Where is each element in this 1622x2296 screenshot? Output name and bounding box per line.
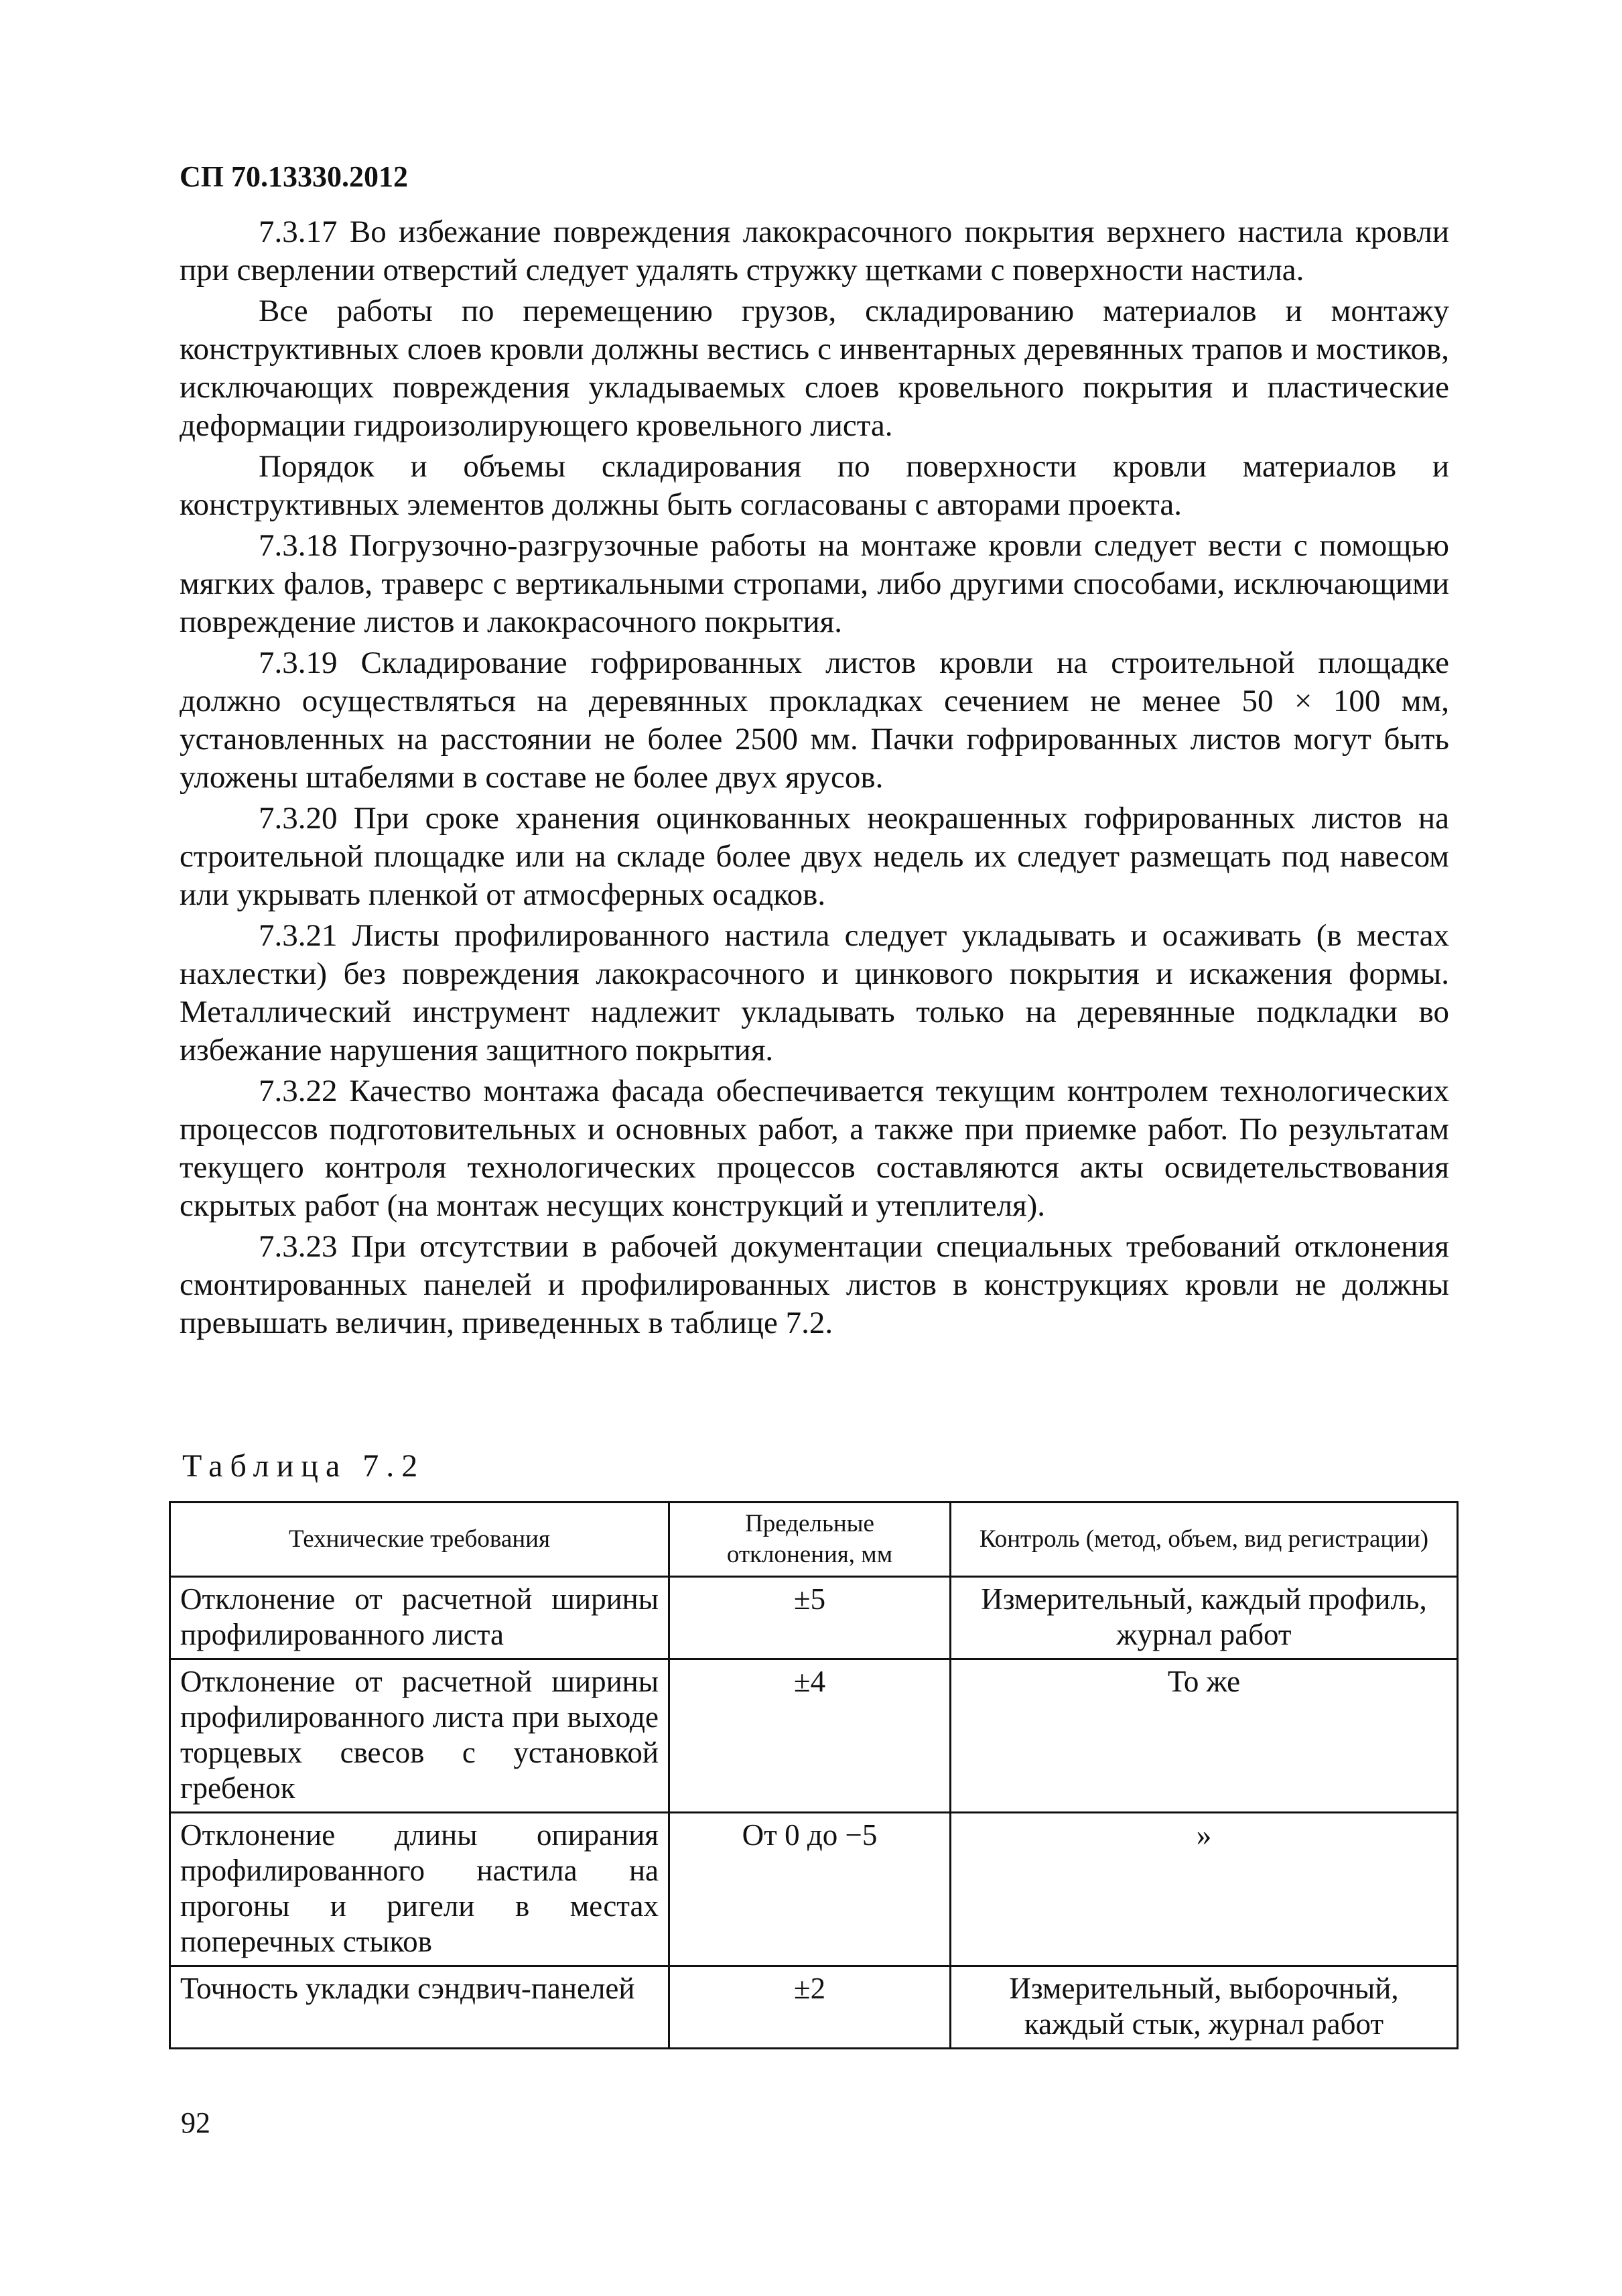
- cell-requirement: Отклонение длины опирания профилированного настила на прогоны и ригели в местах поперечных стыков: [170, 1813, 669, 1966]
- cell-deviation: ±4: [669, 1659, 951, 1813]
- cell-control: Измерительный, выборочный, каждый стык, журнал работ: [951, 1966, 1458, 2049]
- table-caption: Таблица 7.2: [182, 1448, 425, 1484]
- cell-control: То же: [951, 1659, 1458, 1813]
- header-requirements: Технические требования: [170, 1503, 669, 1577]
- cell-control: »: [951, 1813, 1458, 1966]
- cell-requirement: Отклонение от расчетной ширины профилированного листа при выходе торцевых свесов с установкой гребенок: [170, 1659, 669, 1813]
- table-row: [170, 1813, 1458, 1966]
- table-row: [170, 1966, 1458, 2049]
- body-text: [180, 213, 1449, 1345]
- table-header-row: [170, 1503, 1458, 1577]
- cell-deviation: ±2: [669, 1966, 951, 2049]
- cell-control: Измерительный, каждый профиль, журнал работ: [951, 1577, 1458, 1659]
- page-number: 92: [181, 2106, 210, 2139]
- cell-deviation: От 0 до −5: [669, 1813, 951, 1966]
- header-control: Контроль (метод, объем, вид регистрации): [951, 1503, 1458, 1577]
- paragraph-7-3-17: 7.3.17 Во избежание повреждения лакокрасочного покрытия верхнего настила кровли при сверлении отверстий следует удалять стружку щетками с поверхности настила.: [180, 214, 1449, 288]
- paragraph-7-3-23: 7.3.23 При отсутствии в рабочей документации специальных требований отклонения смонтированных панелей и профилированных листов в конструкциях кровли не должны превышать величин, приведенных в таблице 7.2.: [180, 1229, 1449, 1340]
- paragraph-works: Все работы по перемещению грузов, складированию материалов и монтажу конструктивных слоев кровли должны вестись с инвентарных деревянных трапов и мостиков, исключающих повреждения укладываемых слоев кровельного покрытия и пластические деформации гидроизолирующего кровельного листа.: [180, 294, 1449, 443]
- paragraph-7-3-19: 7.3.19 Складирование гофрированных листов кровли на строительной площадке должно осуществляться на деревянных прокладках сечением не менее 50 × 100 мм, установленных на расстоянии не более 2500 мм. Пачки гофрированных листов могут быть уложены штабелями в составе не более двух ярусов.: [180, 645, 1449, 795]
- paragraph-storage-order: Порядок и объемы складирования по поверхности кровли материалов и конструктивных элементов должны быть согласованы с авторами проекта.: [180, 449, 1449, 522]
- paragraph-7-3-22: 7.3.22 Качество монтажа фасада обеспечивается текущим контролем технологических процессов подготовительных и основных работ, а также при приемке работ. По результатам текущего контроля технологических процессов составляются акты освидетельствования скрытых работ (на монтаж несущих конструкций и утеплителя).: [180, 1074, 1449, 1223]
- tolerances-table: [169, 1501, 1459, 2049]
- paragraph-7-3-21: 7.3.21 Листы профилированного настила следует укладывать и осаживать (в местах нахлестки) без повреждения лакокрасочного и цинкового покрытия и искажения формы. Металлический инструмент надлежит укладывать только на деревянные подкладки во избежание нарушения защитного покрытия.: [180, 918, 1449, 1068]
- header-deviations: Предельные отклонения, мм: [669, 1503, 951, 1577]
- table-row: [170, 1577, 1458, 1659]
- paragraph-7-3-18: 7.3.18 Погрузочно-разгрузочные работы на монтаже кровли следует вести с помощью мягких фалов, траверс с вертикальными стропами, либо другими способами, исключающими повреждение листов и лакокрасочного покрытия.: [180, 528, 1449, 639]
- cell-deviation: ±5: [669, 1577, 951, 1659]
- table-row: [170, 1659, 1458, 1813]
- document-code: СП 70.13330.2012: [180, 160, 408, 193]
- cell-requirement: Точность укладки сэндвич-панелей: [170, 1966, 669, 2049]
- cell-requirement: Отклонение от расчетной ширины профилированного листа: [170, 1577, 669, 1659]
- paragraph-7-3-20: 7.3.20 При сроке хранения оцинкованных неокрашенных гофрированных листов на строительной площадке или на складе более двух недель их следует размещать под навесом или укрывать пленкой от атмосферных осадков.: [180, 801, 1449, 912]
